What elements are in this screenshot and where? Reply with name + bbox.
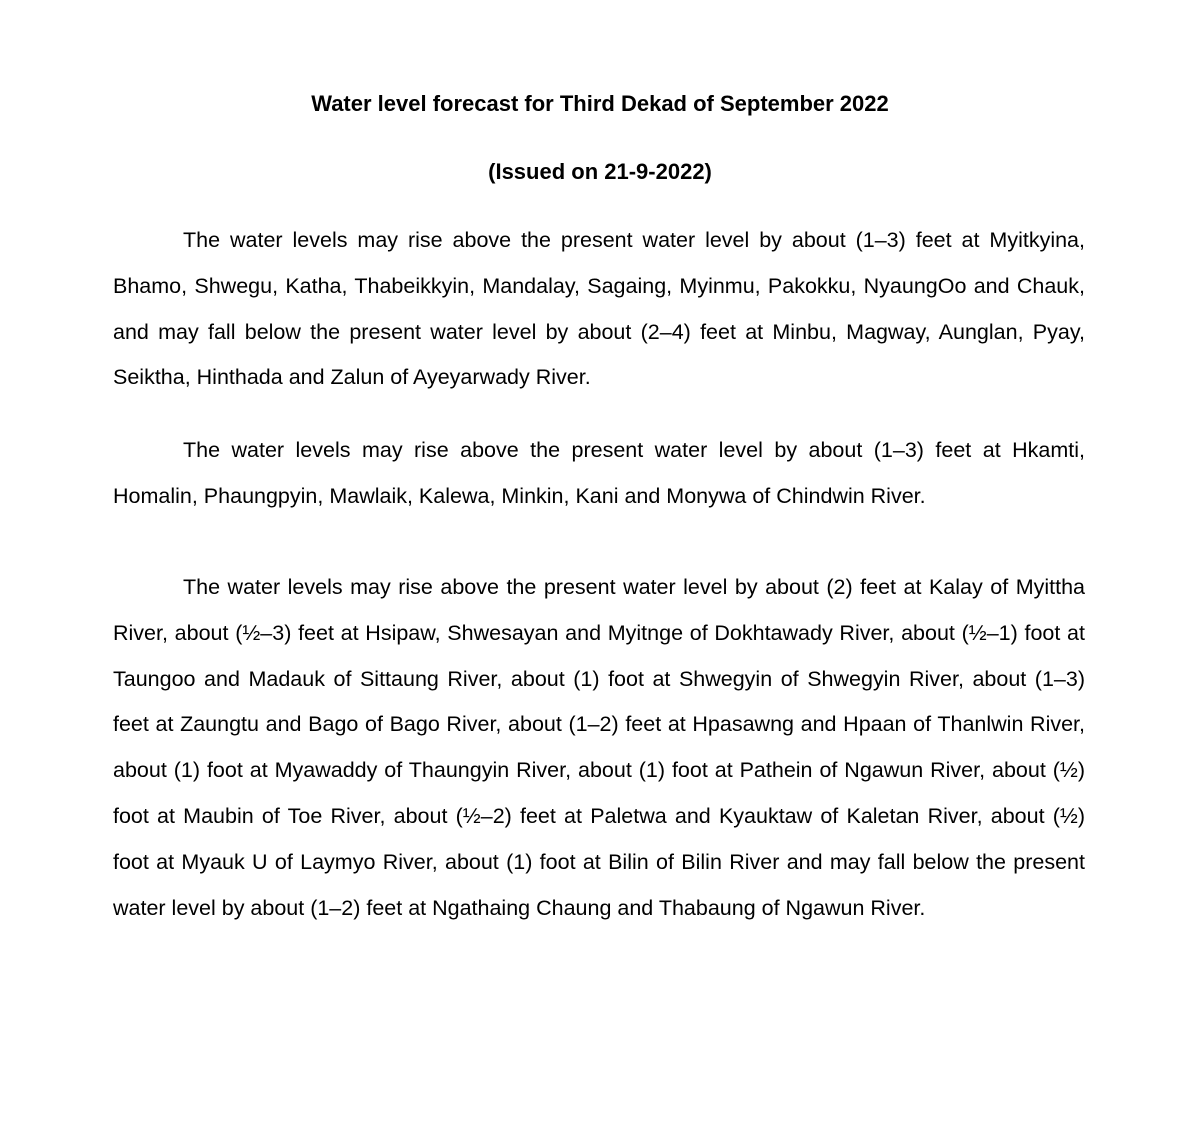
paragraph-other-rivers: The water levels may rise above the present water level by about (2) feet at Kalay of Myittha River, about (½–3) feet at Hsipaw, Shwesayan and Myitnge of Dokhtawady River, about (½–1) foot at Taungoo and Madauk of Sittaung River, about (1) foot at Shwegyin of Shwegyin River, about (1–3) feet at Zaungtu and Bago of Bago River, about (1–2) feet at Hpasawng and Hpaan of Thanlwin River, about (1) foot at Myawaddy of Thaungyin River, about (1) foot at Pathein of Ngawun River, about (½) foot at Maubin of Toe River, about (½–2) feet at Paletwa and Kyauktaw of Kaletan River, about (½) foot at Myauk U of Laymyo River, about (1) foot at Bilin of Bilin River and may fall below the present water level by about (1–2) feet at Ngathaing Chaung and Thabaung of Ngawun River. — [113, 575, 1085, 920]
document-title: Water level forecast for Third Dekad of September 2022 — [311, 91, 889, 116]
paragraph-ayeyarwady: The water levels may rise above the present water level by about (1–3) feet at Myitkyina, Bhamo, Shwegu, Katha, Thabeikkyin, Mandalay, Sagaing, Myinmu, Pakokku, NyaungOo and Chauk, and may fall below the present water level by about (2–4) feet at Minbu, Magway, Aunglan, Pyay, Seiktha, Hinthada and Zalun of Ayeyarwady River. — [113, 228, 1085, 390]
paragraph-chindwin: The water levels may rise above the present water level by about (1–3) feet at Hkamti, Homalin, Phaungpyin, Mawlaik, Kalewa, Minkin, Kani and Monywa of Chindwin River. — [113, 438, 1085, 508]
issued-date: (Issued on 21-9-2022) — [488, 159, 712, 184]
